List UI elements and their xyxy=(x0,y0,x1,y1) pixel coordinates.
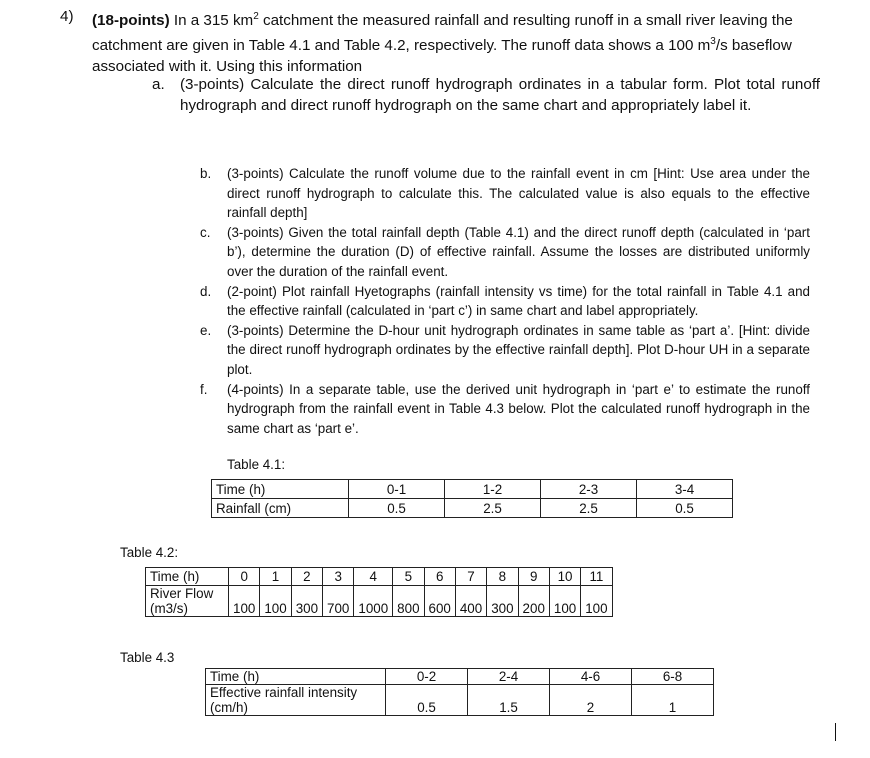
part-a-text: (3-points) Calculate the direct runoff hydrograph ordinates in a tabular form. Plot total runoff hydrograph and direct runoff hydrograph on the same chart and appropriately label it. xyxy=(180,76,820,114)
question-points: (18-points) xyxy=(92,12,170,30)
text-cursor xyxy=(835,723,836,741)
table-row: Time (h) 0-2 2-4 4-6 6-8 xyxy=(206,669,714,685)
parts-list xyxy=(200,164,810,438)
table-row: Rainfall (cm) 0.5 2.5 2.5 0.5 xyxy=(212,499,733,518)
question-intro: (18-points) In a 315 $km^2$ catchment the measured rainfall and resulting runoff in a small river leaving the catchment are given in Table 4.1 and Table 4.2, respectively. The runoff data shows a 100 $m^3/s$ baseflow associated with it. Using this information xyxy=(92,11,793,76)
part-f: f. (4-points) In a separate table, use the derived unit hydrograph in ‘part e’ to estimate the runoff hydrograph from the rainfall event in Table 4.3 below. Plot the calculated runoff hydrograph in the same chart as ‘part e’. xyxy=(200,381,810,436)
part-e: e. (3-points) Determine the D-hour unit hydrograph ordinates in same table as ‘part a’. [Hint: divide the direct runoff hydrograph ordinates by the effective rainfall depth]. Plot D-hour UH in a separate plot. xyxy=(200,322,810,377)
part-a-label: a. xyxy=(152,76,165,93)
table-4-2 xyxy=(145,567,613,617)
question-number: 4) xyxy=(60,8,74,25)
table-4-1-caption: Table 4.1: xyxy=(227,457,286,472)
table-4-2-caption: Table 4.2: xyxy=(120,545,179,560)
part-d: d. (2-point) Plot rainfall Hyetographs (rainfall intensity vs time) for the total rainfall in Table 4.1 and the effective rainfall (calculated in ‘part c’) in same chart and label appropriately. xyxy=(200,283,810,319)
table-4-1 xyxy=(211,479,733,518)
table-row: River Flow (m3/s) 100 100 300 700 1000 800 600 400 300 200 100 100 xyxy=(146,586,613,617)
part-c: c. (3-points) Given the total rainfall depth (Table 4.1) and the direct runoff depth (calculated in ‘part b’), determine the duration (D) of effective rainfall. Assume the losses are distributed uniformly over the duration of the rainfall event. xyxy=(200,224,810,279)
table-row: Effective rainfall intensity (cm/h) 0.5 1.5 2 1 xyxy=(206,685,714,716)
part-b: b. (3-points) Calculate the runoff volume due to the rainfall event in cm [Hint: Use area under the direct runoff hydrograph to calculate this. The calculated value is also equals to the effective rainfall depth] xyxy=(200,166,810,221)
table-4-3 xyxy=(205,668,714,716)
table-row: Time (h) 0-1 1-2 2-3 3-4 xyxy=(212,480,733,499)
table-4-3-caption: Table 4.3 xyxy=(120,650,175,665)
table-row: Time (h) 0 1 2 3 4 5 6 7 8 9 10 11 xyxy=(146,568,613,586)
